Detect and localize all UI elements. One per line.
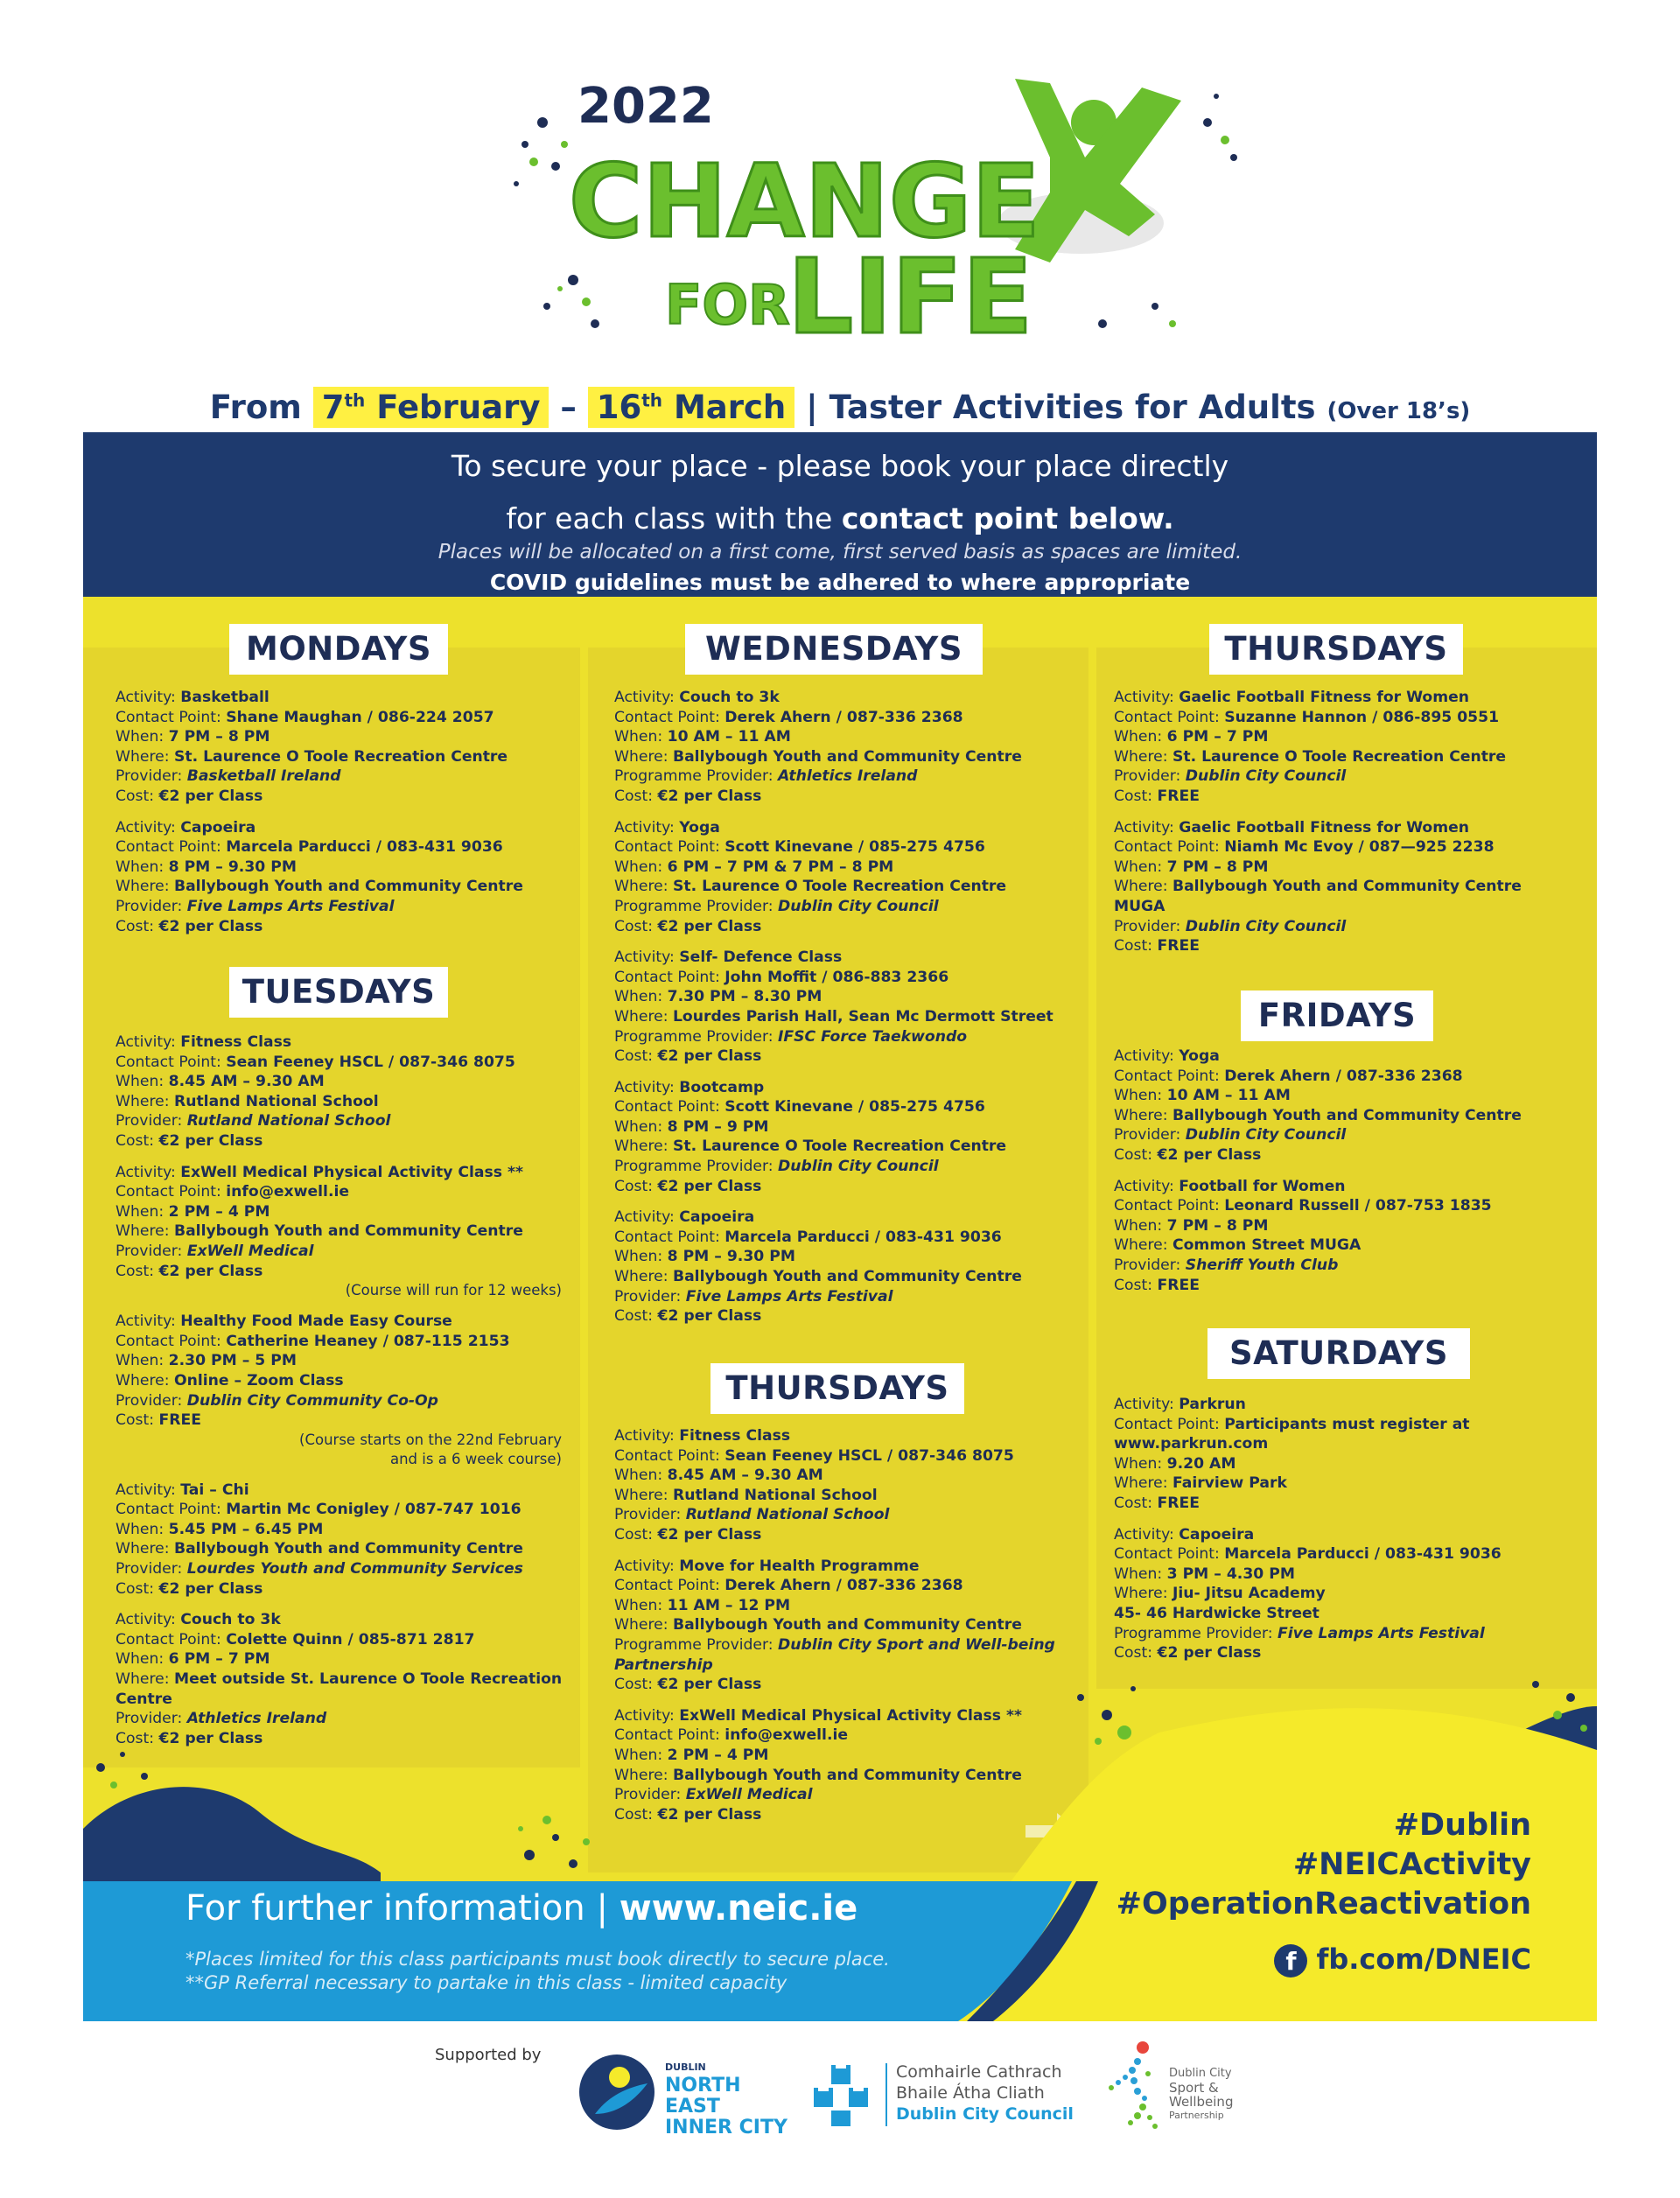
dcsw-text: Dublin City Sport & Wellbeing Partnership [1169,2067,1234,2121]
day-label-fridays: FRIDAYS [1241,990,1433,1041]
facebook-icon: f [1274,1944,1307,1978]
intro-line-3: Places will be allocated on a first come, first served basis as spaces are limited. [438,541,1242,564]
activity-card: Activity: Bootcamp Contact Point: Scott Kinevane / 085-275 4756 When: 8 PM – 9 PM Where: St. Laurence O Toole Recreation Centre Programme Provider: Dublin City Council Cost: €2 per Class [614,1078,1007,1195]
course-note: (Course starts on the 22nd February [299,1431,562,1448]
booking-info-band [83,432,1597,597]
wednesdays-list [614,688,1078,1338]
fridays-list [1114,1046,1586,1306]
mondays-list [116,688,570,948]
from-text: From [209,388,302,426]
website-link[interactable]: www.neic.ie [619,1888,858,1928]
activity-card: Activity: Capoeira Contact Point: Marcela Parducci / 083-431 9036 When: 3 PM – 4.30 PM Where: Jiu- Jitsu Academy 45- 46 Hardwicke Street Programme Provider: Five Lamps Arts Festival Cost: €2 per Class [1114,1525,1502,1662]
hashtag-dublin: #Dublin [1393,1808,1531,1843]
day-label-mondays: MONDAYS [229,624,448,675]
activity-card: Activity: Capoeira Contact Point: Marcela Parducci / 083-431 9036 When: 8 PM – 9.30 PM Where: Ballybough Youth and Community Centre Provider: Five Lamps Arts Festival Cost: €2 per Class [116,818,523,935]
covid-notice: COVID guidelines must be adhered to where appropriate [489,570,1191,595]
neic-text: NORTH EAST INNER CITY [665,2075,788,2138]
activity-card: Activity: Move for Health Programme Contact Point: Derek Ahern / 087-336 2368 When: 11 AM – 12 PM Where: Ballybough Youth and Community Centre Programme Provider: Dublin City Sport and Well-being Partnership Cost: €2 per Class [614,1557,1055,1694]
intro-line-2: for each class with the contact point below. [506,501,1174,536]
logo-for: FOR [665,273,790,337]
header-subtitle: Taster Activities for Adults [829,388,1316,426]
activity-card: Activity: ExWell Medical Physical Activity Class ** Contact Point: info@exwell.ie When: 2 PM – 4 PM Where: Ballybough Youth and Community Centre Provider: ExWell Medical Cost: €2 per Class (Course will run for 12 weeks) [116,1163,570,1301]
day-label-saturdays: SATURDAYS [1208,1328,1470,1379]
logo-year: 2022 [578,78,714,135]
neic-emblem-icon [578,2053,656,2132]
castles-icon [812,2065,873,2126]
activity-card: Activity: Basketball Contact Point: Shane Maughan / 086-224 2057 When: 7 PM – 8 PM Where: St. Laurence O Toole Recreation Centre Provider: Basketball Ireland Cost: €2 per Class [116,689,508,805]
thursdays-list-col3 [1114,688,1586,968]
activity-card: Activity: Capoeira Contact Point: Marcela Parducci / 083-431 9036 When: 8 PM – 9.30 PM Where: Ballybough Youth and Community Centre Provider: Five Lamps Arts Festival Cost: €2 per Class [614,1208,1022,1326]
activity-card: Activity: Parkrun Contact Point: Participants must register at www.parkrun.com When: 9.20 AM Where: Fairview Park Cost: FREE [1114,1396,1470,1512]
activity-card: Activity: Couch to 3k Contact Point: Colette Quinn / 085-871 2817 When: 6 PM – 7 PM Where: Meet outside St. Laurence O Toole Recreation Centre Provider: Athletics Ireland Cost: €2 per Class [116,1611,563,1747]
tuesdays-list [116,1032,570,1760]
date-dash: – [560,388,577,426]
logo-change: CHANGE [569,144,1040,261]
change-for-life-logo [490,61,1260,350]
hashtag-neicactivity: #NEICActivity [1292,1847,1531,1882]
day-label-tuesdays: TUESDAYS [229,967,448,1018]
footnote-1: *Places limited for this class participants must book directly to secure place. [186,1949,890,1970]
course-note: (Course will run for 12 weeks) [345,1282,562,1299]
facebook-url: fb.com/DNEIC [1316,1942,1531,1976]
supported-by-label: Supported by [435,2046,542,2064]
activity-card: Activity: Gaelic Football Fitness for Women Contact Point: Niamh Mc Evoy / 087—925 2238 When: 7 PM – 8 PM Where: Ballybough Youth and Community Centre MUGA Provider: Dublin City Council Cost: FREE [1114,818,1522,956]
logo-life: LIFE [788,236,1033,350]
intro-line-1: To secure your place - please book your place directly [451,449,1229,483]
hashtag-operationreactivation: #OperationReactivation [1116,1886,1531,1922]
dcc-divider [886,2063,887,2126]
footnote-2: **GP Referral necessary to partake in this class - limited capacity [186,1972,788,1993]
activity-card: Activity: Self- Defence Class Contact Point: John Moffit / 086-883 2366 When: 7.30 PM – 8.30 PM Where: Lourdes Parish Hall, Sean Mc Dermott Street Programme Provider: IFSC Force Taekwondo Cost: €2 per Class [614,948,1054,1066]
activity-card: Activity: Yoga Contact Point: Scott Kinevane / 085-275 4756 When: 6 PM – 7 PM & 7 PM – 8 PM Where: St. Laurence O Toole Recreation Centre Programme Provider: Dublin City Council Cost: €2 per Class [614,818,1007,935]
day-label-thursdays-col3: THURSDAYS [1209,624,1463,675]
activity-card: Activity: Fitness Class Contact Point: Sean Feeney HSCL / 087-346 8075 When: 8.45 AM – 9.30 AM Where: Rutland National School Provider: Rutland National School Cost: €2 per Class [614,1427,1014,1544]
start-date: 7th February [313,387,550,428]
day-label-wednesdays: WEDNESDAYS [685,624,983,675]
activity-card: Activity: Healthy Food Made Easy Course Contact Point: Catherine Heaney / 087-115 2153 When: 2.30 PM – 5 PM Where: Online – Zoom Class Provider: Dublin City Community Co-Op Cost: FREE (Course starts on the 22nd February and is a 6 week course) [116,1312,570,1469]
activity-card: Activity: Yoga Contact Point: Derek Ahern / 087-336 2368 When: 10 AM – 11 AM Where: Ballybough Youth and Community Centre Provider: Dublin City Council Cost: €2 per Class [1114,1047,1522,1164]
header-separator: | [806,388,818,426]
neic-small-text: DUBLIN [665,2062,706,2073]
activity-card: Activity: Fitness Class Contact Point: Sean Feeney HSCL / 087-346 8075 When: 8.45 AM – 9.30 AM Where: Rutland National School Provider: Rutland National School Cost: €2 per Class [116,1033,515,1150]
activity-card: Activity: Gaelic Football Fitness for Women Contact Point: Suzanne Hannon / 086-895 0551 When: 6 PM – 7 PM Where: St. Laurence O Toole Recreation Centre Provider: Dublin City Council Cost: FREE [1114,689,1507,805]
day-label-thursdays-col2: THURSDAYS [710,1363,964,1414]
sport-wellbeing-logo [1099,2039,1256,2144]
end-date: 16th March [588,387,795,428]
activity-card: Activity: ExWell Medical Physical Activity Class ** Contact Point: info@exwell.ie When: 2 PM – 4 PM Where: Ballybough Youth and Community Centre Provider: ExWell Medical Cost: €2 per Class [614,1706,1022,1824]
activity-card: Activity: Football for Women Contact Point: Leonard Russell / 087-753 1835 When: 7 PM – 8 PM Where: Common Street MUGA Provider: Sheriff Youth Club Cost: FREE [1114,1177,1492,1294]
dublin-city-council-logo [812,2056,1074,2135]
dcc-text: Comhairle Cathrach Bhaile Átha Cliath Dublin City Council [896,2062,1074,2124]
footnotes [186,1948,890,1995]
neic-logo [578,2053,788,2138]
header-age: (Over 18’s) [1326,398,1471,424]
course-note: and is a 6 week course) [389,1450,562,1467]
saturdays-list [1114,1395,1586,1675]
activity-card: Activity: Couch to 3k Contact Point: Derek Ahern / 087-336 2368 When: 10 AM – 11 AM Where: Ballybough Youth and Community Centre Programme Provider: Athletics Ireland Cost: €2 per Class [614,689,1022,805]
further-info: For further information | www.neic.ie [186,1888,858,1928]
dotted-figure-icon [1099,2039,1169,2135]
facebook-link[interactable] [1274,1942,1531,1978]
hashtags [1116,1806,1531,1924]
activity-card: Activity: Tai – Chi Contact Point: Martin Mc Conigley / 087-747 1016 When: 5.45 PM – 6.45 PM Where: Ballybough Youth and Community Centre Provider: Lourdes Youth and Community Services Cost: €2 per Class [116,1480,523,1598]
date-header [0,387,1680,428]
